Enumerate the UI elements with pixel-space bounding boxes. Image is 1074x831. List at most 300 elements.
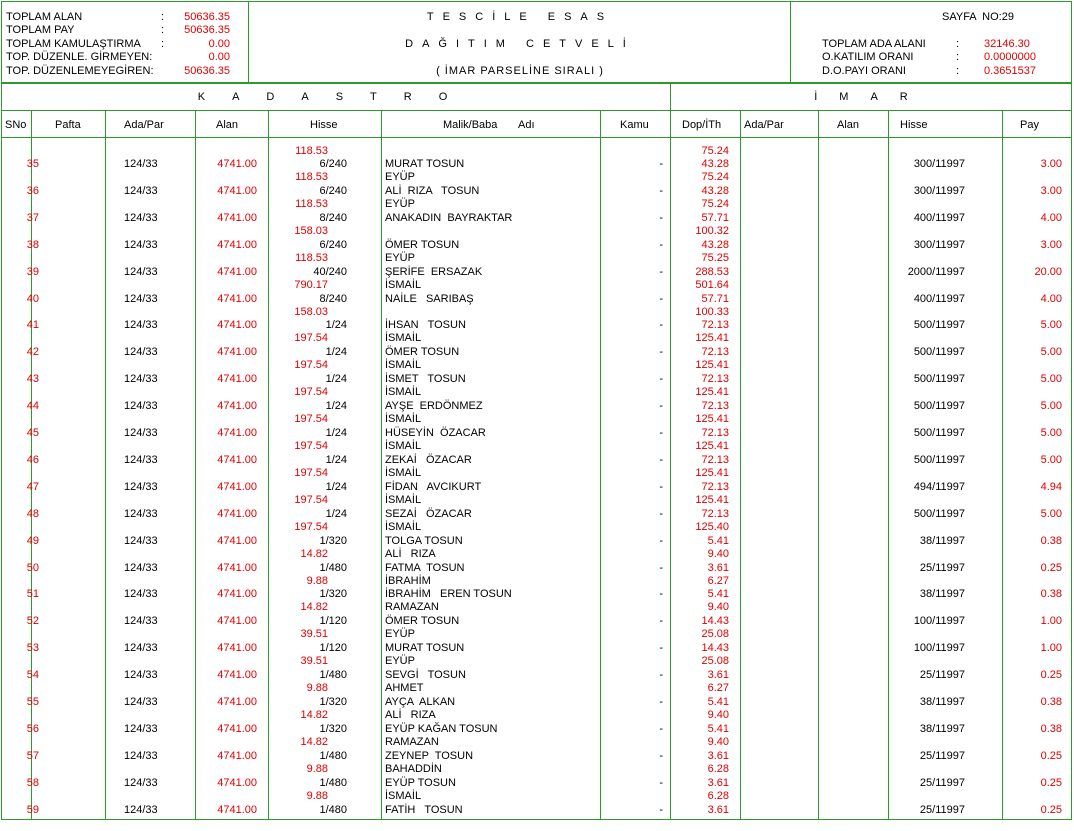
cell-sub-dop: 25.08 [701,628,729,641]
cell-adapar: 124/33 [124,722,158,735]
cell-adapar: 124/33 [124,427,158,439]
cell-hisse-area: 14.82 [300,709,328,721]
cell-imar-hisse: 500/11997 [913,373,965,386]
cell-sub-dop: 9.40 [707,709,729,721]
cell-baba: İSMAİL [385,520,422,533]
summary-total-block-area: TOPLAM ADA ALANI : 32146.30 [822,38,1030,50]
cell-kamu: - [659,615,663,628]
col-header-alan: Alan [216,119,239,131]
cell-hisse-area: 14.82 [300,547,328,560]
first-dop-value: 75.24 [701,145,729,157]
cell-malik: İBRAHİM EREN TOSUN [385,588,512,601]
cell-dop: 14.43 [701,615,729,628]
cell-dop: 72.13 [701,427,729,439]
table-row [0,642,1074,669]
cell-pay: 5.00 [1040,427,1062,439]
cell-adapar: 124/33 [124,669,158,682]
summary-value: 50636.35 [184,11,230,23]
cell-imar-hisse: 500/11997 [913,400,965,413]
cell-kamu: - [659,588,663,601]
cell-alan: 4741.00 [217,669,257,682]
cell-sub-dop: 501.64 [695,278,729,291]
cell-dop: 5.41 [707,534,729,547]
cell-alan: 4741.00 [217,238,257,251]
cell-kamu: - [659,427,663,439]
cell-hisse-area: 197.54 [294,386,328,399]
cell-malik: ALİ RIZA TOSUN [385,184,480,197]
cell-sno: 54 [26,669,39,682]
table-row [0,427,1074,454]
summary-value: 50636.35 [184,24,230,36]
cell-sno: 37 [26,211,39,224]
cell-hisse-area: 197.54 [294,413,328,426]
cell-hisse-area: 197.54 [294,440,328,452]
cell-hisse: 1/480 [319,561,347,574]
table-row [0,400,1074,427]
cell-adapar: 124/33 [124,211,158,224]
cell-sub-dop: 25.08 [701,655,729,668]
cell-malik: ÖMER TOSUN [385,615,460,628]
summary-value: 32146.30 [984,38,1030,50]
cell-dop: 72.13 [701,373,729,386]
cell-hisse-area: 197.54 [294,520,328,533]
cell-sno: 52 [26,615,39,628]
cell-baba: BAHADDİN [385,762,442,775]
cell-imar-hisse: 500/11997 [913,319,965,332]
cell-hisse-area: 197.54 [294,466,328,479]
cell-hisse: 8/240 [319,211,347,224]
cell-pay: 0.25 [1040,749,1062,762]
table-row [0,346,1074,373]
summary-label: TOPLAM KAMULAŞTIRMA [6,38,141,50]
cell-alan: 4741.00 [217,346,257,359]
title-line-3: ( İMAR PARSELİNE SIRALI ) [436,65,604,77]
cell-adapar: 124/33 [124,373,158,386]
cell-alan: 4741.00 [217,561,257,574]
cell-malik: ZEYNEP TOSUN [385,749,474,762]
cell-kamu: - [659,265,663,278]
cell-hisse: 1/320 [319,534,347,547]
cell-kamu: - [659,319,663,332]
cell-imar-hisse: 38/11997 [919,588,965,601]
cell-kamu: - [659,696,663,708]
cell-alan: 4741.00 [217,400,257,413]
cell-sub-dop: 125.41 [695,332,729,345]
cell-alan: 4741.00 [217,427,257,439]
cell-hisse-area: 39.51 [300,655,328,668]
col-header-pafta: Pafta [55,119,81,131]
cell-hisse: 1/320 [319,588,347,601]
summary-value: 0.3651537 [984,65,1036,77]
cell-dop: 3.61 [707,776,729,789]
col-header-adi: Adı [518,119,535,131]
summary-label: TOPLAM PAY [6,24,75,36]
cell-sno: 58 [26,776,39,789]
cell-imar-hisse: 38/11997 [919,696,965,708]
title-line-2: DAĞITIM CETVELİ [405,38,635,50]
cell-dop: 57.71 [701,292,729,305]
cell-pay: 5.00 [1040,346,1062,359]
table-row [0,777,1074,804]
cell-dop: 5.41 [707,696,729,708]
cell-hisse-area: 14.82 [300,601,328,614]
cell-baba: İSMAİL [385,386,422,399]
cell-baba: RAMAZAN [385,601,439,614]
cell-baba: ALİ RIZA [385,547,436,560]
table-row [0,588,1074,615]
cell-hisse: 1/120 [319,642,347,655]
cell-hisse-area: 9.88 [306,682,328,695]
cell-hisse-area: 118.53 [295,251,328,264]
table-row [0,615,1074,642]
cell-sub-dop: 125.41 [695,359,729,372]
col-header-dop: Dop/İTh [682,119,722,131]
cell-dop: 3.61 [707,669,729,682]
col-header-malik: Malik/Baba [443,119,498,131]
cell-hisse: 1/24 [325,427,347,439]
cell-adapar: 124/33 [124,803,158,816]
cell-pay: 0.25 [1040,669,1062,682]
table-row [0,750,1074,777]
cell-kamu: - [659,507,663,520]
cell-alan: 4741.00 [217,588,257,601]
cell-hisse: 1/480 [319,803,347,816]
cell-dop: 72.13 [701,400,729,413]
cell-dop: 43.28 [701,158,729,170]
cell-hisse-area: 9.88 [306,789,328,802]
cell-pay: 0.38 [1040,534,1062,547]
cell-kamu: - [659,480,663,493]
cell-pay: 20.00 [1034,265,1062,278]
cell-baba: İSMAİL [385,789,422,802]
cell-hisse-area: 9.88 [306,574,328,587]
cell-pay: 5.00 [1040,453,1062,466]
cell-pay: 5.00 [1040,507,1062,520]
cell-hisse: 1/320 [319,696,347,708]
cell-alan: 4741.00 [217,319,257,332]
table-row [0,158,1074,185]
cell-malik: FİDAN AVCIKURT [385,480,482,493]
summary-label: TOP. DÜZENLEMEYEGİREN: [6,65,154,77]
cell-sub-dop: 100.33 [695,305,729,318]
cell-baba: İSMAİL [385,493,422,506]
cell-hisse-area: 118.53 [295,171,328,183]
cell-kamu: - [659,211,663,224]
table-row [0,239,1074,266]
cell-sno: 35 [26,158,39,170]
cell-adapar: 124/33 [124,507,158,520]
cell-pay: 3.00 [1040,238,1062,251]
table-row [0,212,1074,239]
cell-imar-hisse: 25/11997 [919,803,965,816]
summary-label: TOP. DÜZENLE. GİRMEYEN: [6,51,153,63]
cell-alan: 4741.00 [217,803,257,816]
cell-hisse-area: 9.88 [306,762,328,775]
first-hisse-area: 118.53 [295,145,328,157]
cell-adapar: 124/33 [124,642,158,655]
table-row [0,508,1074,535]
cell-malik: FATMA TOSUN [385,561,465,574]
cell-adapar: 124/33 [124,400,158,413]
cell-dop: 72.13 [701,453,729,466]
cell-dop: 5.41 [707,588,729,601]
cell-hisse: 1/24 [325,453,347,466]
cell-kamu: - [659,453,663,466]
cell-malik: İHSAN TOSUN [385,319,466,332]
cell-kamu: - [659,669,663,682]
cell-kamu: - [659,158,663,170]
col-header-kamu: Kamu [620,119,649,131]
cell-sub-dop: 6.27 [707,574,729,587]
cell-kamu: - [659,722,663,735]
cell-hisse: 40/240 [313,265,347,278]
cell-pay: 5.00 [1040,319,1062,332]
cell-sub-dop: 125.41 [695,440,729,452]
cell-imar-hisse: 25/11997 [919,561,965,574]
cell-alan: 4741.00 [217,696,257,708]
cell-alan: 4741.00 [217,534,257,547]
cell-kamu: - [659,346,663,359]
cell-adapar: 124/33 [124,265,158,278]
cell-imar-hisse: 300/11997 [913,238,965,251]
cell-baba: EYÜP [385,655,415,668]
cell-hisse: 1/320 [319,722,347,735]
table-row [0,293,1074,320]
cell-malik: NAİLE SARIBAŞ [385,292,474,305]
cell-pay: 0.25 [1040,561,1062,574]
cell-sub-dop: 125.41 [695,386,729,399]
cell-sub-dop: 6.28 [707,789,729,802]
cell-alan: 4741.00 [217,480,257,493]
cell-dop: 72.13 [701,507,729,520]
cell-alan: 4741.00 [217,184,257,197]
col-header-imar-adapar: Ada/Par [744,119,784,131]
cell-malik: MURAT TOSUN [385,158,465,170]
cell-hisse-area: 14.82 [300,735,328,748]
cell-kamu: - [659,238,663,251]
cell-sno: 48 [26,507,39,520]
cell-kamu: - [659,184,663,197]
cell-adapar: 124/33 [124,615,158,628]
cell-adapar: 124/33 [124,158,158,170]
cell-hisse-area: 39.51 [300,628,328,641]
cell-pay: 0.38 [1040,696,1062,708]
cell-sub-dop: 125.41 [695,413,729,426]
cell-hisse: 1/480 [319,776,347,789]
cell-dop: 288.53 [695,265,729,278]
cell-malik: HÜSEYİN ÖZACAR [385,427,486,439]
cell-alan: 4741.00 [217,722,257,735]
cell-dop: 72.13 [701,346,729,359]
cell-malik: EYÜP KAĞAN TOSUN [385,722,498,735]
cell-hisse-area: 197.54 [294,332,328,345]
table-row [0,454,1074,481]
cell-hisse-area: 197.54 [294,359,328,372]
cell-sub-dop: 125.41 [695,466,729,479]
cell-malik: İSMET TOSUN [385,373,466,386]
table-row [0,535,1074,562]
cell-sub-dop: 125.40 [695,520,729,533]
col-header-sno: SNo [5,119,27,131]
cell-imar-hisse: 38/11997 [919,722,965,735]
table-row [0,669,1074,696]
table-row [0,562,1074,589]
summary-total-share: TOPLAM PAY : 50636.35 [6,24,230,36]
cell-pay: 4.00 [1040,211,1062,224]
cell-alan: 4741.00 [217,453,257,466]
cell-sno: 53 [26,642,39,655]
cell-hisse-area: 158.03 [294,224,328,237]
summary-value: 0.00 [208,51,230,63]
cell-sub-dop: 6.27 [707,682,729,695]
cell-sno: 36 [26,184,39,197]
cell-adapar: 124/33 [124,184,158,197]
cell-alan: 4741.00 [217,211,257,224]
cell-pay: 0.38 [1040,588,1062,601]
cell-hisse: 6/240 [319,184,347,197]
cell-adapar: 124/33 [124,776,158,789]
cell-sub-dop: 75.24 [701,171,729,183]
page-number: SAYFA NO:29 [942,11,1014,23]
cell-alan: 4741.00 [217,158,257,170]
cell-sno: 43 [26,373,39,386]
cell-hisse: 1/24 [325,400,347,413]
cell-imar-hisse: 500/11997 [913,346,965,359]
cell-malik: ANAKADIN BAYRAKTAR [385,211,513,224]
cell-imar-hisse: 500/11997 [913,507,965,520]
cell-kamu: - [659,534,663,547]
cell-sub-dop: 75.24 [701,197,729,210]
cell-sno: 46 [26,453,39,466]
cell-malik: EYÜP TOSUN [385,776,456,789]
cell-dop: 14.43 [701,642,729,655]
cell-sno: 38 [26,238,39,251]
cell-imar-hisse: 400/11997 [913,211,965,224]
cell-kamu: - [659,561,663,574]
cell-baba: İSMAİL [385,359,422,372]
cell-hisse: 1/24 [325,373,347,386]
cell-malik: AYÇA ALKAN [385,696,456,708]
summary-not-included [6,51,242,64]
table-row [0,481,1074,508]
cell-alan: 4741.00 [217,642,257,655]
cell-dop: 72.13 [701,480,729,493]
summary-label: TOPLAM ALAN [6,11,83,23]
cell-malik: SEZAİ ÖZACAR [385,507,472,520]
cell-adapar: 124/33 [124,561,158,574]
cell-imar-hisse: 300/11997 [913,184,965,197]
summary-value: 0.0000000 [984,51,1036,63]
cell-adapar: 124/33 [124,453,158,466]
cell-imar-hisse: 25/11997 [919,749,965,762]
summary-label: D.O.PAYI ORANI [822,65,906,77]
cell-dop: 3.61 [707,749,729,762]
cell-hisse: 1/24 [325,346,347,359]
cell-kamu: - [659,803,663,816]
cell-sno: 42 [26,346,39,359]
cell-hisse: 6/240 [319,238,347,251]
table-row [0,696,1074,723]
cell-baba: İBRAHİM [385,574,431,587]
cell-sub-dop: 9.40 [707,547,729,560]
cell-hisse-area: 118.53 [295,197,328,210]
cell-pay: 3.00 [1040,184,1062,197]
cell-pay: 3.00 [1040,158,1062,170]
cell-pay: 5.00 [1040,373,1062,386]
cell-malik: ÖMER TOSUN [385,238,460,251]
cell-hisse: 6/240 [319,158,347,170]
cell-malik: MURAT TOSUN [385,642,465,655]
cell-baba: EYÜP [385,197,415,210]
cell-dop: 72.13 [701,319,729,332]
cell-pay: 1.00 [1040,642,1062,655]
cell-dop: 57.71 [701,211,729,224]
cell-malik: FATİH TOSUN [385,803,463,816]
cell-malik: ŞERİFE ERSAZAK [385,265,483,278]
cell-hisse: 1/24 [325,319,347,332]
summary-value: 50636.35 [184,65,230,77]
cell-dop: 3.61 [707,561,729,574]
cell-kamu: - [659,400,663,413]
summary-total-expropriation: TOPLAM KAMULAŞTIRMA : 0.00 [6,38,230,50]
cell-kamu: - [659,292,663,305]
cell-sno: 55 [26,696,39,708]
cell-kamu: - [659,373,663,386]
col-header-pay: Pay [1020,119,1039,131]
cell-malik: ZEKAİ ÖZACAR [385,453,472,466]
col-header-adapar: Ada/Par [124,119,164,131]
cell-adapar: 124/33 [124,749,158,762]
cell-sno: 49 [26,534,39,547]
summary-value: 0.00 [208,38,230,50]
table-row [0,723,1074,750]
cell-imar-hisse: 25/11997 [919,776,965,789]
cell-sno: 51 [26,588,39,601]
cell-alan: 4741.00 [217,265,257,278]
cell-imar-hisse: 400/11997 [913,292,965,305]
cell-kamu: - [659,642,663,655]
cell-sub-dop: 125.41 [695,493,729,506]
cell-imar-hisse: 500/11997 [913,427,965,439]
cell-pay: 1.00 [1040,615,1062,628]
cell-pay: 0.25 [1040,803,1062,816]
cell-adapar: 124/33 [124,534,158,547]
cell-sub-dop: 9.40 [707,735,729,748]
cell-baba: İSMAİL [385,278,422,291]
table-row [0,319,1074,346]
cell-imar-hisse: 500/11997 [913,453,965,466]
section-imar: İMAR [814,91,930,103]
cell-adapar: 124/33 [124,292,158,305]
cell-pay: 4.94 [1040,480,1062,493]
cell-baba: İSMAİL [385,332,422,345]
cell-alan: 4741.00 [217,373,257,386]
cell-sno: 44 [26,400,39,413]
cell-baba: İSMAİL [385,413,422,426]
summary-included [6,65,242,78]
cell-alan: 4741.00 [217,615,257,628]
cell-adapar: 124/33 [124,588,158,601]
cell-malik: AYŞE ERDÖNMEZ [385,400,483,413]
cell-adapar: 124/33 [124,346,158,359]
cell-imar-hisse: 100/11997 [913,642,965,655]
cell-alan: 4741.00 [217,292,257,305]
cell-malik: SEVGİ TOSUN [385,669,466,682]
cell-baba: RAMAZAN [385,735,439,748]
title-line-1: TESCİLE ESAS [426,11,614,23]
cell-pay: 5.00 [1040,400,1062,413]
cell-imar-hisse: 100/11997 [913,615,965,628]
